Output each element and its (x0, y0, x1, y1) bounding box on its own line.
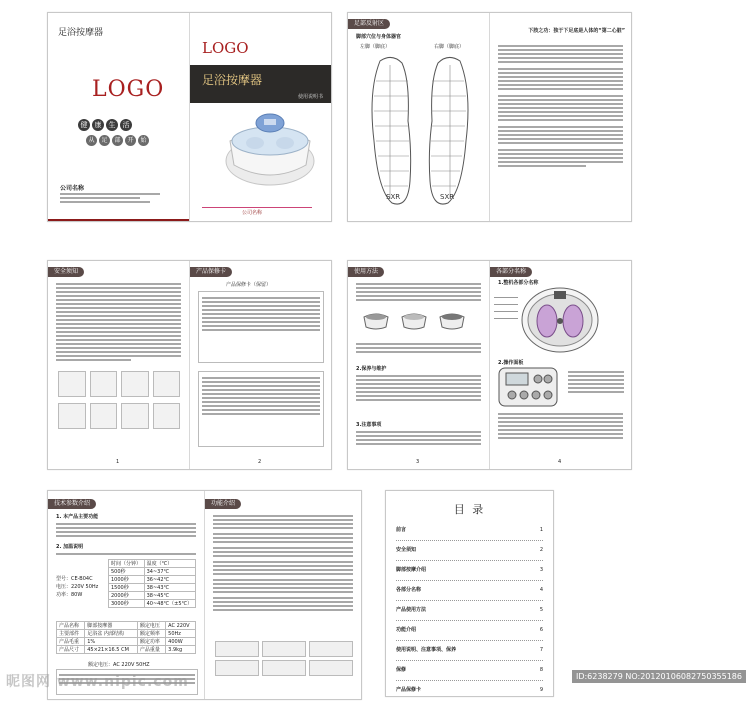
control-panel-diagram (498, 367, 558, 407)
toc-item-page: 6 (539, 627, 543, 633)
voltage-row: 额定电压：AC 220V 50HZ (88, 662, 150, 668)
table-row: 500秒 34~37℃ (109, 568, 196, 576)
foot-map-subtitle: 脚部穴位与身体器官 (356, 34, 402, 40)
maintenance-heading: 2.保养与维护 (356, 366, 387, 372)
company-label-right: 公司名称 (242, 210, 263, 216)
toc-item[interactable] (396, 521, 543, 541)
toc-item-label: 功能介绍 (396, 627, 417, 633)
panel-heading: 2.操作面板 (498, 360, 524, 366)
table-row: 产品毛重 1% 额定功率 400W (57, 638, 196, 646)
title-bar (190, 65, 331, 103)
toc-item[interactable] (396, 561, 543, 581)
safety-page (48, 261, 189, 469)
company-label: 公司名称 (60, 185, 85, 192)
specs-text-2 (56, 551, 196, 557)
usage-text-1 (356, 281, 481, 303)
section-tag: 足部反射区 (348, 19, 390, 29)
slogan-char: 足 (99, 135, 110, 146)
foot-spa-image (220, 101, 320, 189)
usage-spread (347, 260, 632, 470)
cover-small-title: 足浴按摩器 (58, 28, 104, 38)
specs-text-1 (56, 521, 196, 539)
slogan-char: 生 (106, 119, 118, 131)
section-tag: 产品保修卡 (190, 267, 232, 277)
toc-item-label: 脚部按摩介绍 (396, 567, 427, 573)
table-row: 1000秒 36~42℃ (109, 576, 196, 584)
table-row: 1500秒 38~43℃ (109, 584, 196, 592)
svg-text:SXR: SXR (386, 193, 401, 201)
brand-logo: LOGO (92, 77, 165, 102)
toc-item-label: 保修 (396, 667, 407, 673)
manual-label: 使用说明书 (297, 94, 323, 100)
toc-item[interactable] (396, 601, 543, 621)
reflexology-heading: 下肢之功：独于下足底是人体的“第二心脏” (528, 28, 625, 34)
section-tag: 各部分名称 (490, 267, 532, 277)
slogan-char: 康 (92, 119, 104, 131)
toc-item[interactable] (396, 621, 543, 641)
slogan-char: 部 (112, 135, 123, 146)
toc-item-label: 安全须知 (396, 547, 417, 553)
toc-item[interactable] (396, 581, 543, 601)
slogan-row-1 (78, 119, 132, 131)
parts-heading: 1.整机各部分名称 (498, 280, 539, 286)
usage-illustrations (362, 309, 466, 331)
specs-heading-2: 2. 加温说明 (56, 544, 84, 550)
front-cover-page (190, 13, 331, 221)
model-info (56, 575, 98, 599)
panel-legend (568, 369, 624, 395)
table-row: 3000秒 40~48℃（±5℃） (109, 600, 196, 608)
product-table (56, 621, 196, 654)
table-header: 温度（℃） (144, 560, 195, 568)
bottom-red-rule (48, 219, 189, 221)
right-foot-label: 右脚（脚底） (434, 44, 465, 50)
section-tag: 技术参数介绍 (48, 499, 96, 509)
toc-item-label: 各部分名称 (396, 587, 422, 593)
slogan-char: 开 (125, 135, 136, 146)
toc-item-page: 9 (539, 687, 543, 693)
safety-illustrations (58, 371, 180, 429)
watermark-left: 昵图网 www.nipic.com (6, 674, 189, 690)
warranty-card-1 (198, 291, 324, 363)
slogan-char: 健 (78, 119, 90, 131)
functions-text (213, 513, 353, 613)
table-row: 产品名称 脚部按摩器 额定电压 AC 220V (57, 622, 196, 630)
reflexology-spread (347, 12, 632, 222)
usage-page (348, 261, 489, 469)
warranty-card-2 (198, 371, 324, 447)
slogan-char: 活 (120, 119, 132, 131)
page-number: 3 (416, 459, 420, 465)
power-label: 功率：80W (56, 592, 83, 598)
toc-item-page: 3 (539, 567, 543, 573)
toc-item-label: 前言 (396, 527, 407, 533)
toc-item-page: 5 (539, 607, 543, 613)
cover-spread (47, 12, 332, 222)
table-row: 产品尺寸 45×21×16.5 CM 产品重量 3.9kg (57, 646, 196, 654)
toc-page (385, 490, 554, 697)
slogan-char: 始 (138, 135, 149, 146)
foot-map-page (348, 13, 489, 221)
usage-text-2 (356, 341, 481, 355)
product-title: 足浴按摩器 (202, 73, 263, 87)
table-header: 时间（分钟） (109, 560, 145, 568)
toc-item[interactable] (396, 541, 543, 561)
toc-item-label: 产品保修卡 (396, 687, 422, 693)
page-number: 2 (258, 459, 262, 465)
watermark-right: ID:6238279 NO:20120106082750355186 (572, 670, 746, 683)
table-row: 主要部件 足浴盆 内部结构 额定频率 50Hz (57, 630, 196, 638)
toc-item-label: 使用说明、注意事项、保养 (396, 647, 457, 653)
slogan-char: 从 (86, 135, 97, 146)
back-cover-page (48, 13, 189, 221)
toc-item-page: 4 (539, 587, 543, 593)
section-tag: 功能介绍 (205, 499, 241, 509)
warranty-card-title: 产品保修卡（保留） (226, 282, 272, 288)
voltage-label: 电压：220V 50Hz (56, 584, 99, 590)
toc-item-page: 7 (539, 647, 543, 653)
reflexology-text-page (490, 13, 631, 221)
specs-heading-1: 1. 本产品主要功能 (56, 514, 99, 520)
toc-item-label: 产品使用方法 (396, 607, 427, 613)
parts-text (498, 411, 623, 441)
front-logo: LOGO (202, 39, 249, 57)
safety-spread (47, 260, 332, 470)
temperature-table (108, 559, 196, 608)
toc-title: 目 录 (453, 503, 486, 516)
svg-text:SXR: SXR (440, 193, 455, 201)
section-tag: 安全须知 (48, 267, 84, 277)
page-number: 1 (116, 459, 120, 465)
toc-item-page: 1 (539, 527, 543, 533)
toc-item[interactable] (396, 641, 543, 661)
safety-text (56, 281, 181, 363)
usage-text-3 (356, 373, 481, 403)
warranty-page (190, 261, 331, 469)
reflexology-body-text (498, 43, 623, 169)
model-label: 型号：CE-B04C (56, 576, 93, 582)
company-info-lines (60, 191, 160, 205)
slogan-row-2 (86, 135, 149, 146)
parts-page (490, 261, 631, 469)
usage-text-4 (356, 429, 481, 447)
watermark-bar (0, 668, 750, 692)
notes-heading: 3.注意事项 (356, 422, 382, 428)
section-tag: 使用方法 (348, 267, 384, 277)
page-number: 4 (558, 459, 562, 465)
left-foot-label: 左脚（脚底） (360, 44, 391, 50)
toc-item-page: 8 (539, 667, 543, 673)
table-row: 2000秒 38~45℃ (109, 592, 196, 600)
foot-reflexology-diagram (362, 51, 478, 211)
toc-item-page: 2 (539, 547, 543, 553)
parts-leader-lines (494, 291, 624, 325)
